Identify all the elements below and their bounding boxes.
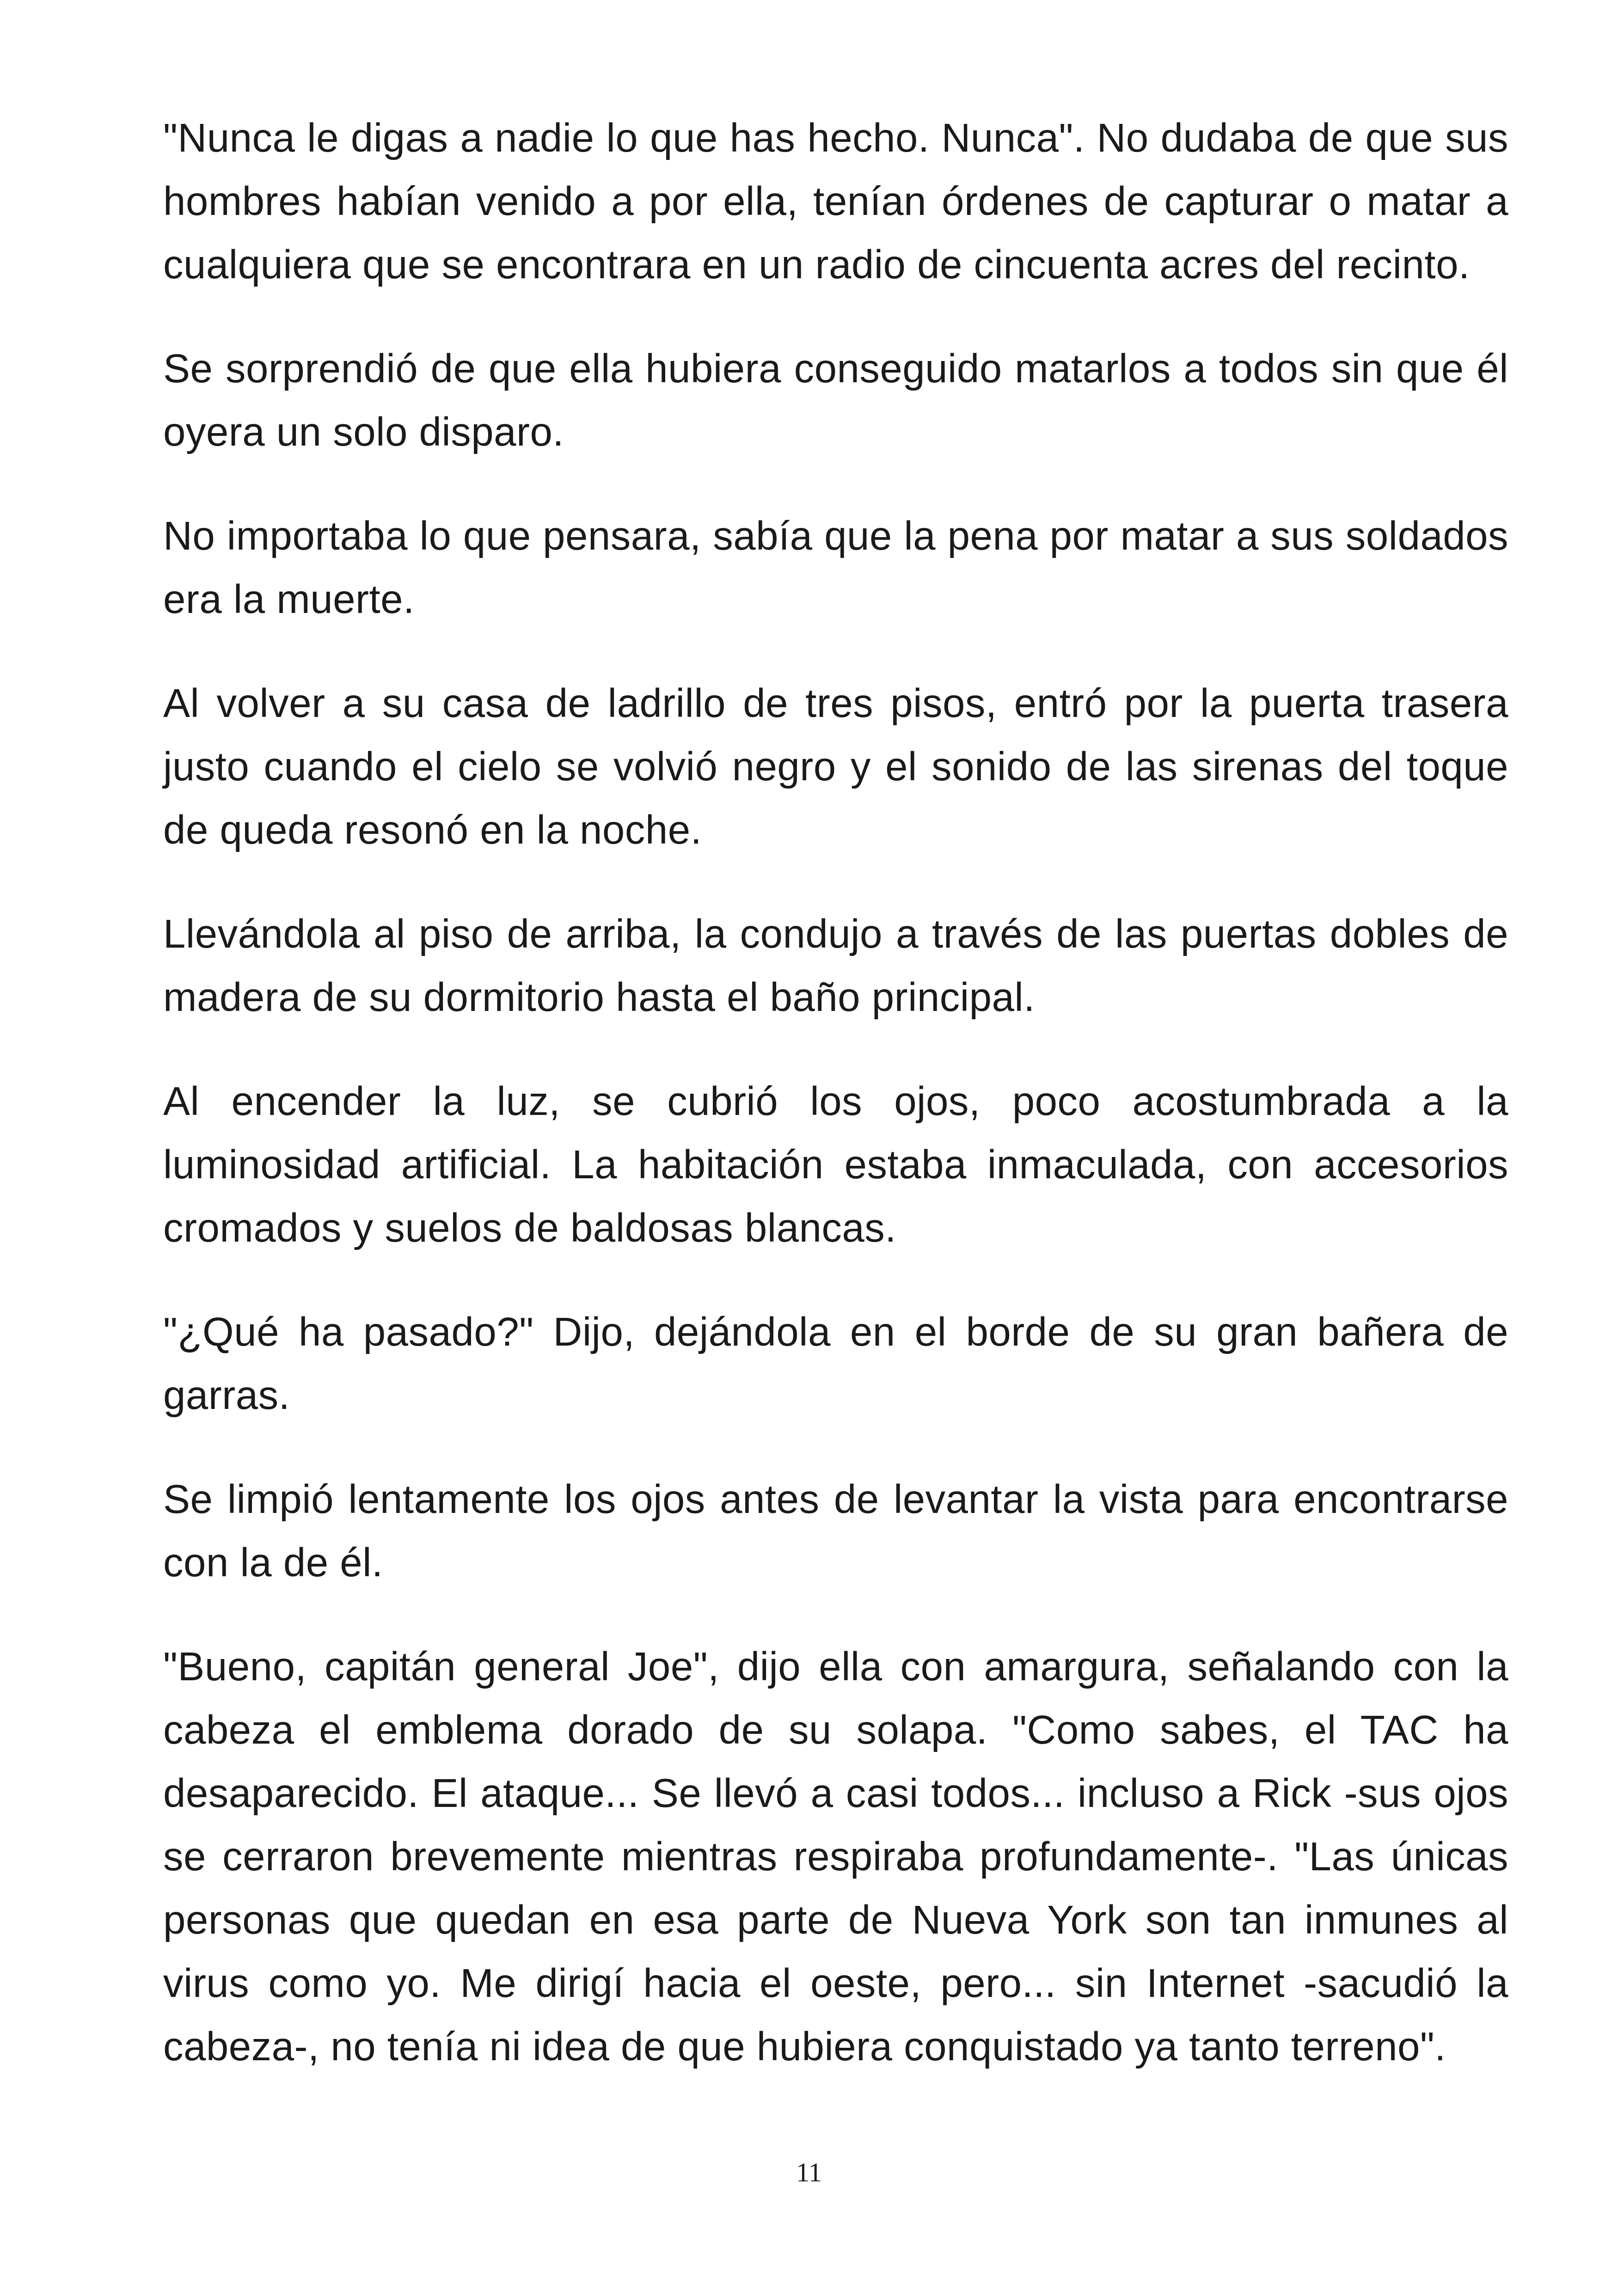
paragraph: No importaba lo que pensara, sabía que la pena por matar a sus soldados era la muerte. bbox=[163, 514, 1508, 622]
paragraph: Al encender la luz, se cubrió los ojos, poco acostumbrada a la luminosidad artificial. La habitación estaba inmaculada, con accesorios cromados y suelos de baldosas blancas. bbox=[163, 1079, 1508, 1250]
paragraph: Se sorprendió de que ella hubiera conseguido matarlos a todos sin que él oyera un solo disparo. bbox=[163, 346, 1508, 454]
paragraph: Llevándola al piso de arriba, la condujo a través de las puertas dobles de madera de su dormitorio hasta el baño principal. bbox=[163, 912, 1508, 1020]
paragraph: Se limpió lentamente los ojos antes de levantar la vista para encontrarse con la de él. bbox=[163, 1477, 1508, 1585]
paragraph: Al volver a su casa de ladrillo de tres pisos, entró por la puerta trasera justo cuando el cielo se volvió negro y el sonido de las sirenas del toque de queda resonó en la noche. bbox=[163, 681, 1508, 852]
paragraph: "Bueno, capitán general Joe", dijo ella con amargura, señalando con la cabeza el emblema dorado de su solapa. "Como sabes, el TAC ha desaparecido. El ataque... Se llevó a casi todos... incluso a Rick -sus ojos se cerraron brevemente mientras respiraba profundamente-. "Las únicas personas que quedan en esa parte de Nueva York son tan inmunes al virus como yo. Me dirigí hacia el oeste, pero... sin Internet -sacudió la cabeza-, no tenía ni idea de que hubiera conquistado ya tanto terreno". bbox=[163, 1644, 1508, 2069]
body-text bbox=[163, 106, 1508, 2078]
paragraph: "¿Qué ha pasado?" Dijo, dejándola en el borde de su gran bañera de garras. bbox=[163, 1310, 1508, 1418]
paragraph: "Nunca le digas a nadie lo que has hecho. Nunca". No dudaba de que sus hombres habían venido a por ella, tenían órdenes de capturar o matar a cualquiera que se encontrara en un radio de cincuenta acres del recinto. bbox=[163, 116, 1508, 287]
page-number: 11 bbox=[796, 2157, 822, 2187]
